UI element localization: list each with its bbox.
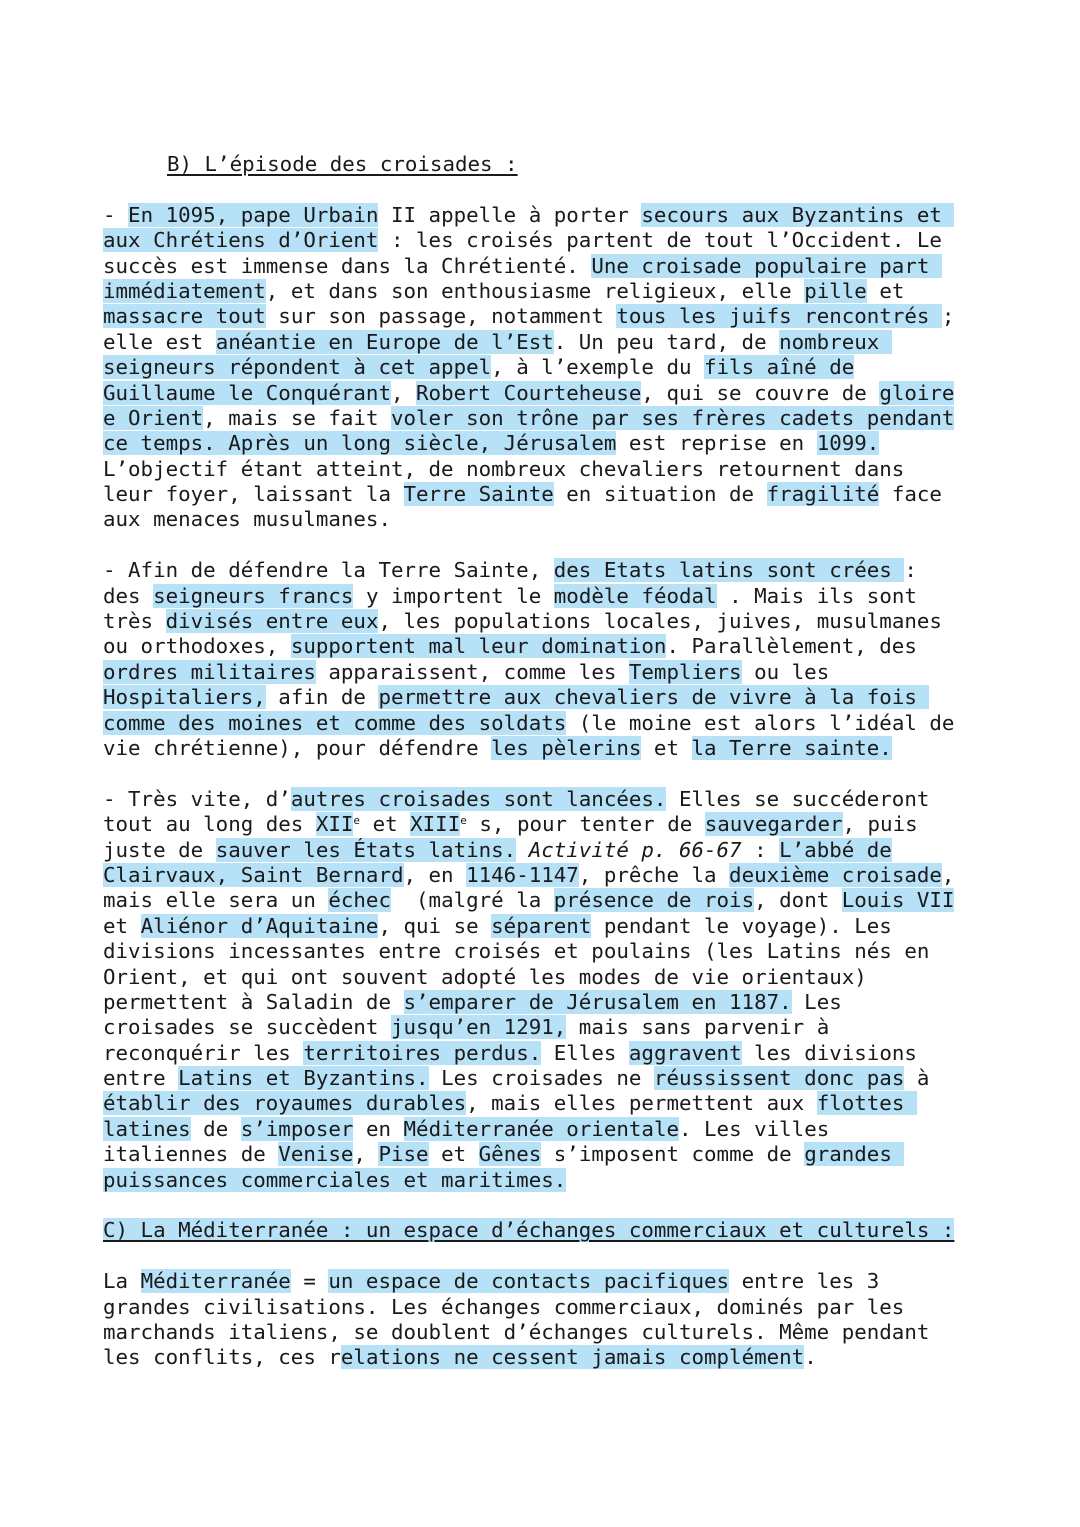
superscript: e [353,814,361,828]
highlighted-text: présence de rois [553,888,755,913]
text-run: les conflits, ces r [103,1345,341,1370]
text-line [103,939,983,964]
highlighted-text: pille [804,278,867,303]
text-run: en [353,1116,404,1141]
text-run: II appelle à porter [378,202,642,227]
highlighted-text: Louis VII [841,888,955,913]
text-run: ; [941,304,955,329]
text-run: . Mais ils sont [716,583,917,608]
highlighted-text: latines [103,1116,191,1141]
highlighted-text: s’emparer de Jérusalem en 1187. [403,989,792,1014]
highlighted-text: sauver les États latins. [215,837,517,862]
document-page [103,152,983,1396]
highlighted-text: s’imposer [240,1116,354,1141]
superscript: e [460,814,467,828]
text-line [103,888,983,913]
text-run: , dont [754,888,842,913]
text-line [103,304,983,329]
section-b-body [103,203,983,1193]
paragraph-2 [103,558,983,761]
text-line [103,1041,983,1066]
text-line [103,584,983,609]
text-run: : [904,558,917,583]
highlighted-text: Méditerranée orientale [403,1116,679,1141]
text-run: mais elle sera un [103,888,329,913]
text-run: La [103,1269,141,1294]
paragraph-3 [103,787,983,1193]
text-run: . [804,1345,817,1370]
section-c-heading-highlight: C) La Méditerranée : un espace d’échanges commerciaux et culturels : [103,1218,955,1243]
text-line [103,406,983,431]
highlighted-text: Venise [278,1142,354,1167]
highlighted-text: Clairvaux, Saint Bernard [103,862,404,887]
text-run: , qui se [378,913,492,938]
text-run: s, pour tenter de [466,812,705,837]
highlighted-text: Hospitaliers, [103,685,266,710]
text-run: , mais se fait [203,405,391,430]
text-line [103,965,983,990]
highlighted-text: 1099. [816,431,880,456]
highlighted-text: ce temps. Après un long siècle, [103,431,504,456]
highlighted-text: des Etats latins sont crées [553,558,905,583]
highlighted-text: un espace de contacts pacifiques [328,1269,730,1294]
text-run: . Les villes [679,1116,830,1141]
text-run: des [103,583,154,608]
text-line [103,1269,983,1294]
text-run: très [103,609,166,634]
text-run: - Afin de défendre la Terre Sainte, [103,558,554,583]
text-run [516,838,529,862]
text-run: et [103,913,141,938]
highlighted-text: XIII [410,812,461,837]
highlighted-text: puissances commerciales et maritimes. [103,1167,567,1192]
text-line [103,609,983,634]
text-run: = [290,1269,329,1294]
text-run: divisions incessantes entre croisés et poulains (les Latins nés en [103,939,930,964]
text-line [103,507,983,532]
text-run: , et dans son enthousiasme religieux, elle [265,278,805,303]
text-run: , prêche la [578,862,730,887]
text-run: , les populations locales, juives, musulmanes [378,609,942,634]
text-run: - [103,202,129,227]
highlighted-text: En 1095, pape Urbain [128,202,379,227]
text-run: , mais elles permettent aux [466,1091,817,1116]
text-line [103,990,983,1015]
text-run: Elles se succéderont [666,786,930,811]
text-run: , à l’exemple du [491,355,705,380]
text-line [103,457,983,482]
text-run: et [866,278,905,303]
highlighted-text: secours aux Byzantins et [641,202,955,227]
highlighted-text: Templiers [628,659,742,684]
highlighted-text: réussissent donc pas [653,1066,905,1091]
text-run: marchands italiens, se doublent d’échanges culturels. Même pendant [103,1320,930,1344]
highlighted-text: établir des royaumes durables [103,1091,467,1116]
highlighted-text: ordres militaires [103,659,316,684]
text-line [103,914,983,939]
text-line [103,1066,983,1091]
section-c-body [103,1269,983,1371]
highlighted-text: aggravent [628,1040,742,1065]
text-line [103,482,983,507]
highlighted-text: fragilité [766,482,880,507]
highlighted-text: aux Chrétiens d’Orient [103,228,379,253]
section-c-heading [103,1218,983,1243]
text-line [103,736,983,761]
text-run: s’imposent comme de [541,1142,805,1167]
highlighted-text: deuxième croisade [729,862,942,887]
highlighted-text: jusqu’en 1291, [390,1015,567,1040]
text-line [103,812,983,837]
text-line [103,228,983,253]
paragraph-c [103,1269,983,1371]
highlighted-text: Aliénor d’Aquitaine [140,913,379,938]
text-line [103,431,983,456]
highlighted-text: comme des moines et comme des soldats [103,710,567,735]
text-run: et [641,736,692,760]
text-line [103,787,983,812]
highlighted-text: Méditerranée [140,1269,291,1294]
highlighted-text: grandes [804,1142,905,1167]
highlighted-text: la Terre sainte. [691,736,892,760]
text-line [103,1015,983,1040]
text-run: ou orthodoxes, [103,634,291,659]
text-run: et [428,1142,479,1167]
text-run: vie chrétienne), pour défendre [103,736,492,760]
highlighted-text: anéantie en Europe de l’Est [215,329,554,354]
text-line [103,558,983,583]
text-run: de [190,1116,241,1141]
text-line [103,660,983,685]
text-run: sur son passage, notamment [265,304,617,329]
text-run: (le moine est alors l’idéal de [566,710,955,735]
text-run: est reprise en [616,431,817,456]
highlighted-text: XII [315,812,354,837]
text-line [103,634,983,659]
text-run: et [360,812,411,837]
highlighted-text: elations ne cessent jamais complément [340,1345,805,1370]
text-run: grandes civilisations. Les échanges commerciaux, dominés par les [103,1294,905,1319]
highlighted-text: Une croisade populaire part [591,253,942,278]
highlighted-text: échec [328,888,391,913]
text-run: - Très vite, d’ [103,786,291,811]
highlighted-text: seigneurs répondent à cet appel [103,355,492,380]
text-run: leur foyer, laissant la [103,482,404,507]
paragraph-1 [103,203,983,533]
text-run: Elles [541,1040,629,1065]
highlighted-text: Gênes [478,1142,542,1167]
text-run: pendant le voyage). Les [591,913,892,938]
text-run: juste de [103,837,216,862]
highlighted-text: Guillaume le Conquérant [103,380,391,405]
text-line [103,838,983,863]
text-line [103,330,983,355]
text-run: , [353,1142,379,1167]
text-run: les divisions [741,1040,917,1065]
text-run: , qui se couvre de [641,380,880,405]
text-run: , en [403,862,467,887]
highlighted-text: fils aîné de [704,355,855,380]
highlighted-text: supportent mal leur domination [290,634,667,659]
highlighted-text: 1146-1147 [466,862,579,887]
text-line [103,1142,983,1167]
text-line [103,1117,983,1142]
text-run: italiennes de [103,1142,279,1167]
text-line [103,685,983,710]
text-run: entre les 3 [729,1269,880,1294]
text-run: elle est [103,329,216,354]
highlighted-text: Jérusalem [503,431,617,456]
highlighted-text: autres croisades sont lancées. [290,786,667,811]
highlighted-text: Robert Courteheuse [416,380,642,405]
text-run: face [879,482,942,507]
highlighted-text: sauvegarder [704,812,843,837]
italic-text: Activité p. 66-67 [528,837,742,862]
highlighted-text: modèle féodal [553,583,717,608]
text-run: y importent le [353,583,554,608]
text-run: ou les [741,659,830,684]
text-run: reconquérir les [103,1040,304,1065]
text-line [103,203,983,228]
highlighted-text: gloire [879,380,955,405]
text-run: Les [791,989,842,1014]
text-line [103,355,983,380]
text-line [103,1345,983,1370]
text-line [103,863,983,888]
text-line [103,711,983,736]
highlighted-text: e Orient [103,405,204,430]
highlighted-text: nombreux [779,329,892,354]
highlighted-text: Terre Sainte [403,482,554,507]
highlighted-text: voler son trône par ses frères cadets pendant [390,405,955,430]
highlighted-text: séparent [491,913,592,938]
text-line [103,381,983,406]
text-run: croisades se succèdent [103,1015,391,1040]
text-run: , [390,380,417,405]
text-run: tout au long des [103,812,316,837]
text-run: apparaissent, comme les [315,659,629,684]
highlighted-text: massacre tout [103,304,266,329]
highlighted-text: L’abbé de [779,837,892,862]
text-run: aux menaces musulmanes. [103,507,391,532]
text-run: à [904,1066,930,1091]
highlighted-text: Pise [378,1142,429,1167]
text-line [103,254,983,279]
text-run: Les croisades ne [428,1066,654,1091]
text-run: succès est immense dans la Chrétienté. [103,253,592,278]
highlighted-text: territoires perdus. [303,1040,542,1065]
text-run: , puis [842,812,918,837]
highlighted-text: Latins et Byzantins. [178,1066,429,1091]
highlighted-text: permettre aux chevaliers de vivre à la fois [378,685,930,710]
text-run: : [741,837,780,862]
text-run: afin de [265,685,379,710]
highlighted-text: immédiatement [103,278,266,303]
text-run: Orient, et qui ont souvent adopté les modes de vie orientaux) [103,964,867,989]
text-run: en situation de [553,482,767,507]
highlighted-text: flottes [816,1091,917,1116]
text-run: permettent à Saladin de [103,989,404,1014]
text-run: L’objectif étant atteint, de nombreux chevaliers retournent dans [103,456,905,481]
highlighted-text: seigneurs francs [153,583,354,608]
text-line [103,1091,983,1116]
text-run: . Un peu tard, de [553,329,780,354]
text-run: (malgré la [390,888,554,913]
text-line [103,279,983,304]
text-run: mais sans parvenir à [566,1015,830,1040]
highlighted-text: divisés entre eux [165,609,379,634]
text-line [103,1320,983,1345]
highlighted-text: tous les juifs rencontrés [616,304,942,329]
text-line [103,1295,983,1320]
section-b-heading: B) L’épisode des croisades : [167,152,518,176]
text-run: entre [103,1066,179,1091]
text-line [103,1168,983,1193]
text-run: , [941,862,955,887]
text-run: : les croisés partent de tout l’Occident. Le [378,228,942,253]
text-run: . Parallèlement, des [666,634,917,659]
highlighted-text: les pèlerins [491,736,642,760]
